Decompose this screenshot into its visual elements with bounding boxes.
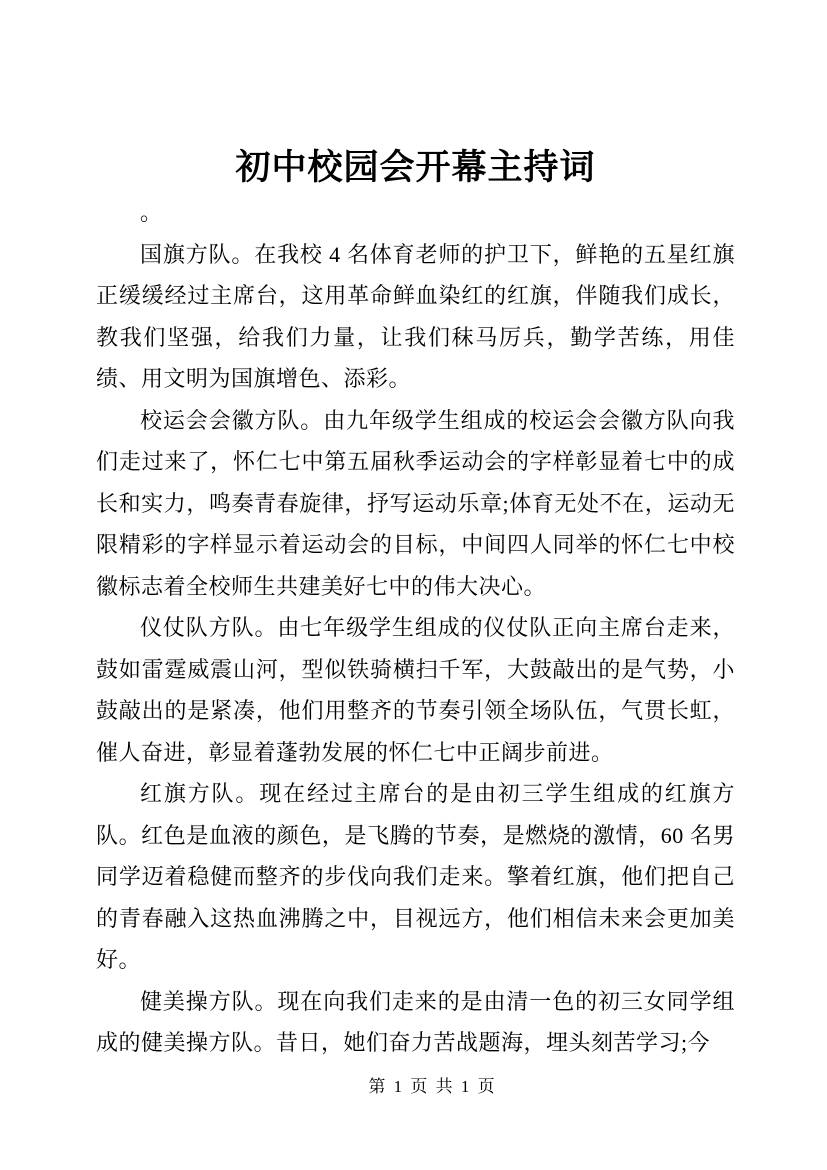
document-title: 初中校园会开幕主持词 bbox=[235, 148, 596, 187]
page-number-footer: 第 1 页 共 1 页 bbox=[368, 1077, 497, 1096]
paragraph-honor-guard-squad: 仪仗队方队。由七年级学生组成的仪仗队正向主席台走来，鼓如雷霆威震山河，型似铁骑横扫千军，大鼓敲出的是气势，小鼓敲出的是紧凑，他们用整齐的节奏引领全场队伍，气贯长虹，催人奋进，彰显着蓬勃发展的怀仁七中正阔步前进。 bbox=[96, 615, 735, 765]
document-body bbox=[96, 192, 735, 1064]
paragraph-emblem-squad: 校运会会徽方队。由九年级学生组成的校运会会徽方队向我们走过来了，怀仁七中第五届秋季运动会的字样彰显着七中的成长和实力，鸣奏青春旋律，抒写运动乐章;体育无处不在，运动无限精彩的字样显示着运动会的目标，中间四人同举的怀仁七中校徽标志着全校师生共建美好七中的伟大决心。 bbox=[96, 407, 735, 599]
paragraph-punctuation: 。 bbox=[140, 200, 163, 225]
paragraph-national-flag-squad: 国旗方队。在我校 4 名体育老师的护卫下，鲜艳的五星红旗正缓缓经过主席台，这用革命鲜血染红的红旗，伴随我们成长，教我们坚强，给我们力量，让我们秣马厉兵，勤学苦练，用佳绩、用文明为国旗增色、添彩。 bbox=[96, 241, 735, 391]
paragraph-red-flag-squad: 红旗方队。现在经过主席台的是由初三学生组成的红旗方队。红色是血液的颜色，是飞腾的节奏，是燃烧的激情，60 名男同学迈着稳健而整齐的步伐向我们走来。擎着红旗，他们把自己的青春融入这热血沸腾之中，目视远方，他们相信未来会更加美好。 bbox=[96, 781, 735, 972]
paragraph-aerobics-squad: 健美操方队。现在向我们走来的是由清一色的初三女同学组成的健美操方队。昔日，她们奋力苦战题海，埋头刻苦学习;今 bbox=[96, 988, 735, 1055]
